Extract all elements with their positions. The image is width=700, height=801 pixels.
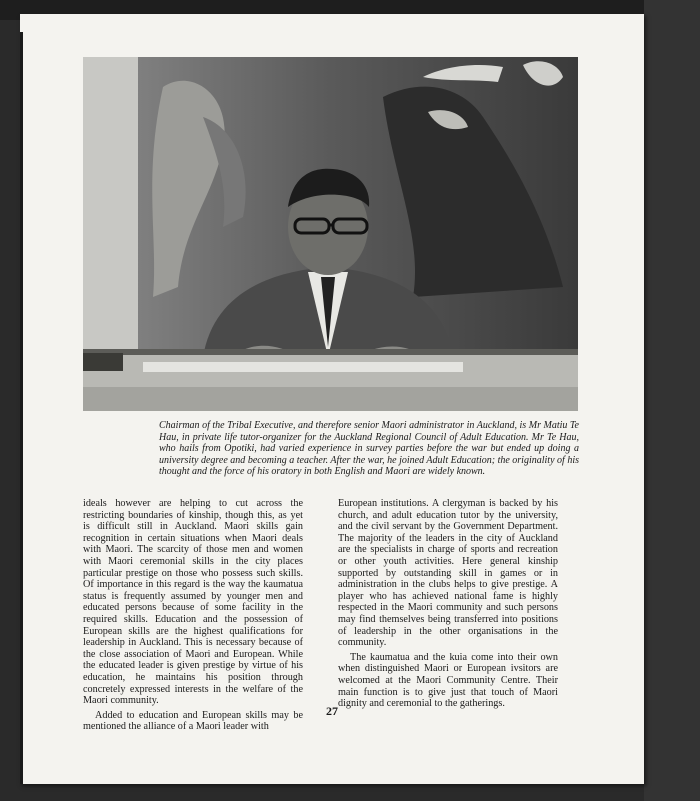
document-page xyxy=(20,14,644,784)
paragraph: European institutions. A clergyman is backed by his church, and adult education tutor by the university, and the civil servant by the Government Department. The majority of the leaders in the city of Auckland are the specialists in charge of sports and recreation or other youth activities. Here general kinship supported by outstanding skill in games or in administration in the clubs helps to give prestige. A player who has achieved national fame is highly respected in the Maori community and such persons may find themselves being transferred into positions of leadership in the other organisations in the community. xyxy=(338,498,558,649)
paragraph: The kaumatua and the kuia come into their own when distinguished Maori or European ivsitors are welcomed at the Maori Community Centre. Their main function is to give just that touch of Maori dignity and ceremonial to the gatherings. xyxy=(338,651,558,710)
article-column-right xyxy=(338,498,558,710)
photo-caption: Chairman of the Tribal Executive, and therefore senior Maori administrator in Auckland, is Mr Matiu Te Hau, in private life tutor-organizer for the Auckland Regional Council of Adult Education. Mr Te Hau, who hails from Opotiki, had varied experience in survey parties before the war but ended up doing a university degree and becoming a teacher. After the war, he joined Adult Education; the originality of his thought and the force of his oratory in both English and Maori are widely known. xyxy=(159,420,579,477)
photograph-portrait xyxy=(83,57,578,411)
scan-border-right xyxy=(644,0,700,801)
page-binding-edge xyxy=(20,32,23,784)
paragraph: ideals however are helping to cut across the restricting boundaries of kinship, though this, as yet is difficult still in Auckland. Maori skills gain recognition in certain situations when Maori deals with Maori. The scarcity of those men and women with Maori ceremonial skills in the city places particular prestige on those who possess such skills. Of importance in this regard is the way the kaumatua status is frequently assumed by younger men and educated persons because of some facility in the required skills. Education and the possession of European skills are the highest qualifications for leadership in Auckland. This is necessary because of the close association of Maori and European. While the educated leader is given prestige by virtue of his education, he maintains his position through concretely expressed interests in the welfare of the Maori community. xyxy=(83,498,303,707)
paragraph: Added to education and European skills may be mentioned the alliance of a Maori leader with xyxy=(83,709,303,733)
page-number: 27 xyxy=(326,704,338,718)
article-column-left xyxy=(83,498,303,733)
